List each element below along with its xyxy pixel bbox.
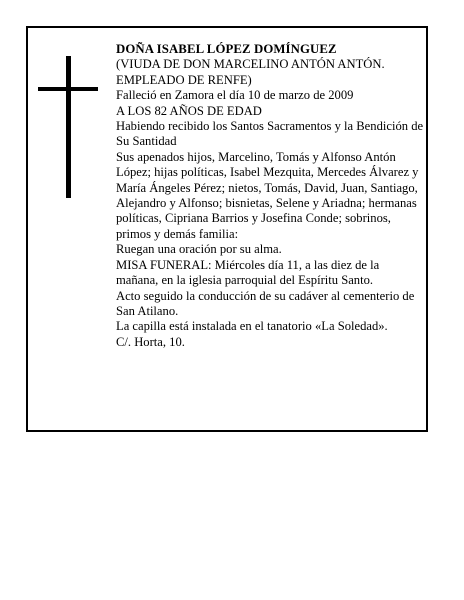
address-line: C/. Horta, 10. (116, 334, 185, 349)
cross-icon (38, 56, 98, 198)
deceased-name: DOÑA ISABEL LÓPEZ DOMÍNGUEZ (116, 42, 337, 56)
family-paragraph: Sus apenados hijos, Marcelino, Tomás y Alfonso Antón López; hijas políticas, Isabel Mezquita, Mercedes Álvarez y María Ángeles Pérez; nietos, Tomás, David, Juan, Santiago, Alejandro y Alfonso; bisnietas, Selene y Ariadna; hermanas políticas, Cipriana Barrios y Josefina Conde; sobrinos, primos y demás familia: (116, 149, 419, 241)
procession-paragraph: Acto seguido la conducción de su cadáver al cementerio de San Atilano. (116, 288, 415, 318)
sacraments-line: Habiendo recibido los Santos Sacramentos y la Bendición de Su Santidad (116, 119, 424, 149)
widow-of-line: (VIUDA DE DON MARCELINO ANTÓN ANTÓN. EMPLEADO DE RENFE) (116, 57, 385, 87)
prayer-line: Ruegan una oración por su alma. (116, 242, 282, 257)
cross-horizontal-bar (38, 87, 98, 91)
obituary-text (116, 42, 424, 350)
age-line: A LOS 82 AÑOS DE EDAD (116, 103, 262, 118)
obituary-notice (26, 26, 428, 432)
cross-vertical-bar (66, 56, 71, 198)
funeral-mass-paragraph: MISA FUNERAL: Miércoles día 11, a las diez de la mañana, en la iglesia parroquial del Espíritu Santo. (116, 257, 380, 288)
chapel-line: La capilla está instalada en el tanatorio «La Soledad». (116, 319, 388, 334)
death-line: Falleció en Zamora el día 10 de marzo de 2009 (116, 88, 354, 103)
